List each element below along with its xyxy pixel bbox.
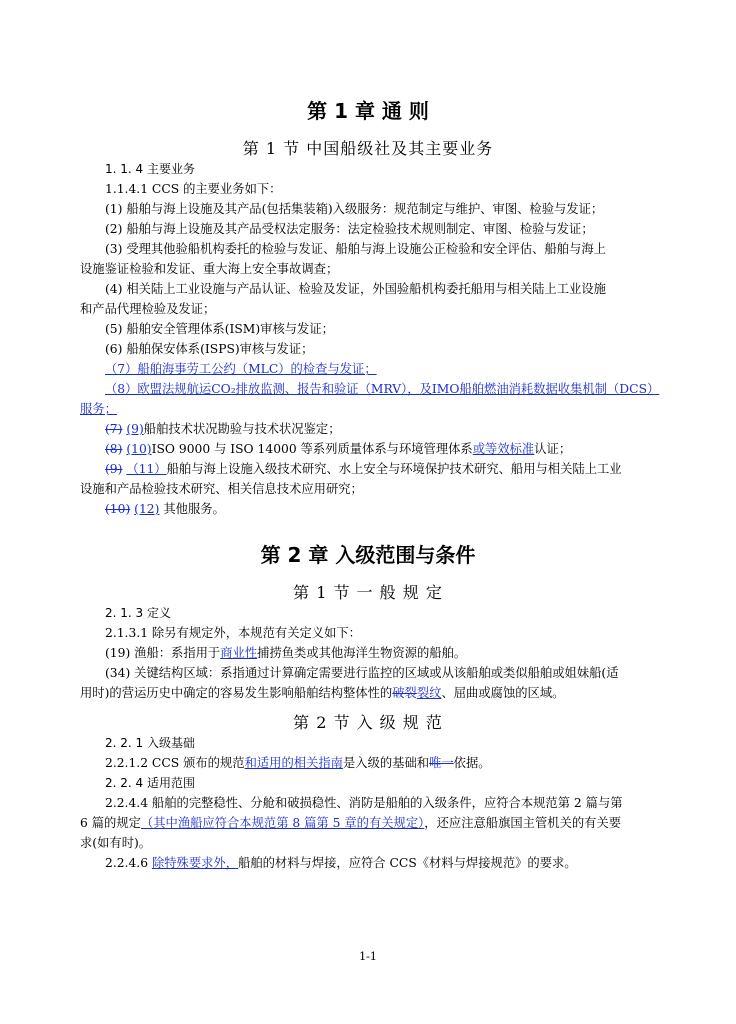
- deleted-text: 唯一: [429, 756, 454, 770]
- inserted-item-7: [80, 359, 657, 379]
- paragraph-2-2-1-2: [80, 753, 657, 773]
- chapter-2-title: 第 2 章 入级范围与条件: [260, 543, 476, 567]
- list-item: (3) 受理其他验船机构委托的检验与发证、船舶与海上设施公正检验和安全评估、船舶与海上: [105, 242, 606, 256]
- paragraph-text: 是入级的基础和: [342, 756, 430, 770]
- list-item-9: [80, 419, 657, 439]
- inserted-text: (10): [126, 442, 152, 456]
- heading-2-1-3: 2. 1. 3 定义: [105, 606, 171, 620]
- paragraph-1-1-4-1: 1.1.4.1 CCS 的主要业务如下：: [105, 182, 282, 196]
- paragraph-text: 6 篇的规定: [80, 816, 141, 830]
- paragraph-text: 船舶的材料与焊接，应符合 CCS《材料与焊接规范》的要求。: [238, 856, 577, 870]
- chapter-2-section-1-title: 第 1 节 一 般 规 定: [293, 583, 443, 602]
- definition-34-continuation: [80, 683, 657, 703]
- paragraph-text: 2.2.4.6: [105, 856, 152, 870]
- item-text: 认证；: [534, 442, 572, 456]
- inserted-text: 商业性: [220, 646, 258, 660]
- paragraph-2-2-4-4-continuation: [80, 813, 657, 833]
- inserted-text: (9): [126, 422, 144, 436]
- paragraph-2-2-4-6: [80, 853, 657, 873]
- inserted-text: 除特殊要求外，: [151, 856, 239, 870]
- list-item: (2) 船舶与海上设施及其产品受权法定服务：法定检验技术规则制定、审图、检验与发证；: [105, 222, 594, 236]
- list-item: (6) 船舶保安体系(ISPS)审核与发证；: [105, 342, 314, 356]
- list-item: (5) 船舶安全管理体系(ISM)审核与发证；: [105, 322, 334, 336]
- heading-2-2-4: 2. 2. 4 适用范围: [105, 776, 195, 790]
- deleted-text: (9): [105, 462, 123, 476]
- heading-1-1-4: 1. 1. 4 主要业务: [105, 162, 195, 176]
- heading-2-2-1: 2. 2. 1 入级基础: [105, 736, 195, 750]
- paragraph-2-1-3-1: 2.1.3.1 除另有规定外，本规范有关定义如下：: [105, 626, 361, 640]
- inserted-text: （8）欧盟法规航运CO₂排放监测、报告和验证（MRV），及IMO船舶燃油消耗数据收集机制（DCS）: [105, 382, 660, 396]
- definition-34: (34) 关键结构区域：系指通过计算确定需要进行监控的区域或从该船舶或类似船舶或姐妹船(适: [105, 666, 619, 680]
- paragraph-text: 依据。: [453, 756, 491, 770]
- list-item-continuation: 和产品代理检验及发证；: [80, 302, 216, 316]
- chapter-1-section-1-title: 第 1 节 中国船级社及其主要业务: [242, 139, 494, 158]
- deleted-text: (10): [105, 502, 131, 516]
- inserted-text: (12): [134, 502, 160, 516]
- paragraph-text: ，还应注意船旗国主管机关的有关要: [424, 816, 622, 830]
- chapter-2-section-2-title: 第 2 节 入 级 规 范: [293, 713, 443, 732]
- inserted-item-8: [80, 379, 660, 399]
- definition-text: 、屈曲或腐蚀的区域。: [441, 686, 565, 700]
- page-number: 1-1: [359, 950, 377, 963]
- list-item-continuation: 设施鉴证检验和发证、重大海上安全事故调查；: [80, 262, 339, 276]
- definition-19: [80, 643, 657, 663]
- inserted-text: （7）船舶海事劳工公约（MLC）的检查与发证；: [105, 362, 377, 376]
- definition-text: (19) 渔船：系指用于: [105, 646, 221, 660]
- inserted-item-8-continuation: [80, 399, 657, 419]
- item-text: 其他服务。: [163, 502, 225, 516]
- item-text: ISO 9000 与 ISO 14000 等系列质量体系与环境管理体系: [151, 442, 473, 456]
- list-item-12: [80, 499, 657, 519]
- paragraph-2-2-4-4-end: 求(如有时)。: [80, 836, 152, 850]
- inserted-text: （其中渔船应符合本规范第 8 篇第 5 章的有关规定）: [140, 816, 425, 830]
- paragraph-text: 2.2.1.2 CCS 颁布的规范: [105, 756, 245, 770]
- list-item: (1) 船舶与海上设施及其产品(包括集装箱)入级服务：规范制定与维护、审图、检验与发证；: [105, 202, 604, 216]
- inserted-text: 服务；: [80, 402, 117, 416]
- deleted-text: (7): [105, 422, 123, 436]
- list-item-11: [80, 459, 657, 479]
- list-item-10: [80, 439, 657, 459]
- chapter-1-title: 第 1 章 通 则: [307, 99, 429, 123]
- inserted-text: 和适用的相关指南: [244, 756, 343, 770]
- item-text: 船舶与海上设施入级技术研究、水上安全与环境保护技术研究、船用与相关陆上工业: [166, 462, 622, 476]
- deleted-text: 破裂: [392, 686, 417, 700]
- deleted-text: (8): [105, 442, 123, 456]
- item-text: 船舶技术状况勘验与技术状况鉴定；: [143, 422, 341, 436]
- inserted-text: （11）: [126, 462, 167, 476]
- definition-text: 用时)的营运历史中确定的容易发生影响船舶结构整体性的: [80, 686, 393, 700]
- list-item-continuation: 设施和产品检验技术研究、相关信息技术应用研究；: [80, 482, 363, 496]
- inserted-text: 或等效标准: [472, 442, 535, 456]
- inserted-text: 裂纹: [416, 686, 442, 700]
- list-item: (4) 相关陆上工业设施与产品认证、检验及发证，外国验船机构委托船用与相关陆上工业设施: [105, 282, 606, 296]
- definition-text: 捕捞鱼类或其他海洋生物资源的船舶。: [257, 646, 467, 660]
- paragraph-2-2-4-4: 2.2.4.4 船舶的完整稳性、分舱和破损稳性、消防是船舶的入级条件，应符合本规范第 2 篇与第: [105, 796, 623, 810]
